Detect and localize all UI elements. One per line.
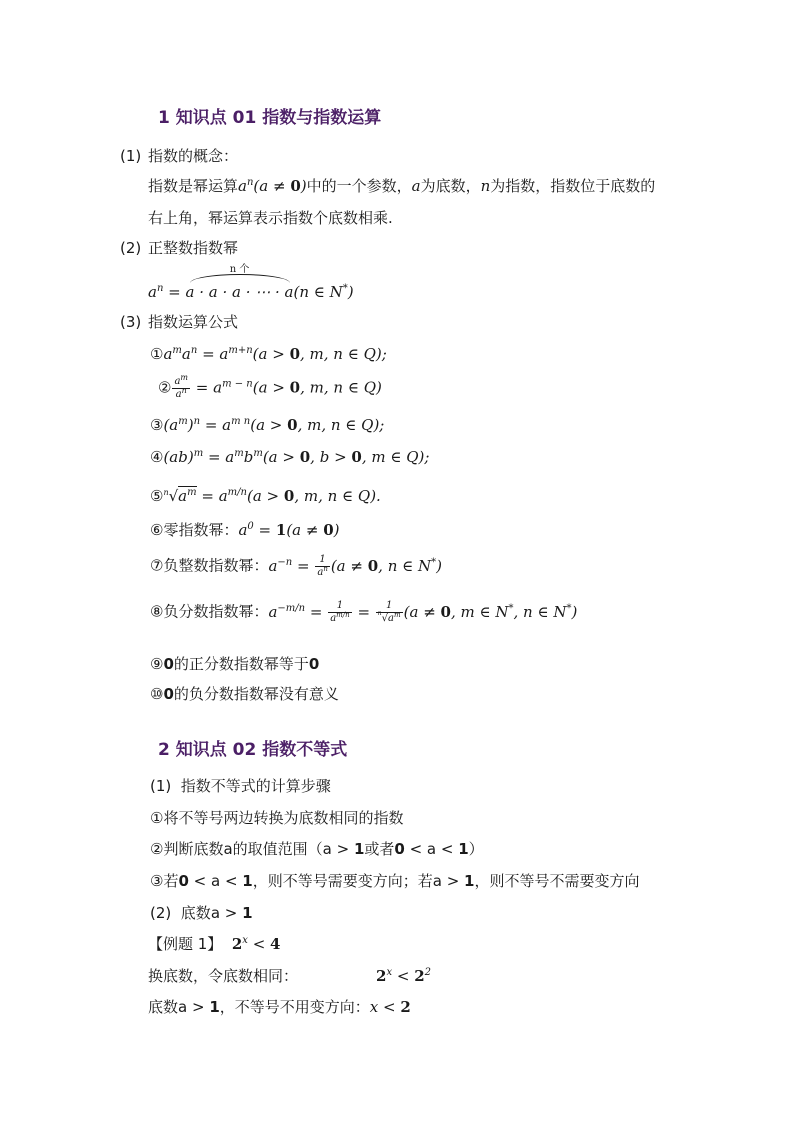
example-1: 【例题 1】 $2^x < 4$ — [148, 935, 281, 953]
s2-item-1: (1) 指数不等式的计算步骤 — [150, 777, 331, 795]
concept-line-1: 指数是幂运算$a^n(a \ne 0)$中的一个参数，a为底数，n为指数，指数位于底数的 — [148, 177, 656, 195]
rule-1: $①a^ma^n = a^{m+n}(a > 0$, m, n ∈ Q); — [150, 345, 387, 363]
item-2-title: 正整数指数幂 — [148, 239, 239, 257]
item-3-number: (3) — [120, 313, 142, 331]
rule-5: $⑤^n√a^m = a^{m/n}(a > 0$, m, n ∈ Q). — [150, 487, 381, 505]
rule-6: ⑥零指数幂：$a^0 = 1(a \ne 0)$ — [150, 521, 340, 539]
item-2-number: (2) — [120, 239, 142, 257]
section-2-heading: 2 知识点 02 指数不等式 — [158, 740, 348, 760]
item-1-number: (1) — [120, 147, 142, 165]
concept-line-2: 右上角，幂运算表示指数个底数相乘. — [148, 209, 393, 227]
positive-integer-power-formula: $a^n$ = n 个 a · a · a · ⋯ · a(n ∈ N*) — [148, 264, 354, 301]
s2-item-2: (2) 底数a > 1 — [150, 904, 253, 922]
rule-9: ⑨0的正分数指数幂等于0 — [150, 655, 320, 673]
example-line-3: 底数a > 1，不等号不用变方向：x < 2 — [148, 998, 411, 1016]
step-1: ①将不等号两边转换为底数相同的指数 — [150, 809, 404, 827]
item-3-title: 指数运算公式 — [148, 313, 239, 331]
example-line-2: 换底数，令底数相同： — [148, 967, 299, 985]
example-line-2-math: $2^x < 2^2$ — [376, 967, 431, 985]
step-3: ③若0 < a < 1，则不等号需要变方向；若a > 1，则不等号不需要变方向 — [150, 872, 640, 890]
item-1-title: 指数的概念： — [148, 147, 239, 165]
rule-8: ⑧负分数指数幂：$a^{-m/n}$ = $\frac{1}{a^{m/n}}$ = $\frac{1}{^n√a^m}$ (a ≠ 0, m ∈ N*, n ∈ N*) — [150, 600, 578, 624]
power-expression: $a^n(a \ne 0)$ — [238, 177, 307, 195]
rule-10: ⑩0的负分数指数幂没有意义 — [150, 685, 339, 703]
section-1-heading: 1 知识点 01 指数与指数运算 — [158, 108, 382, 128]
rule-3: $③(a^m)^n = a^{m n}(a > 0$, m, n ∈ Q); — [150, 416, 385, 434]
rule-4: ④(ab)$^m$ = $a^mb^m(a > 0$, b > 0, m ∈ Q); — [150, 448, 430, 466]
rule-7: ⑦负整数指数幂：$a^{-n}$ = $\frac{1}{a^n}$ (a ≠ 0, n ∈ N*) — [150, 554, 442, 578]
step-2: ②判断底数a的取值范围（a > 1或者0 < a < 1） — [150, 840, 484, 858]
rule-2: ② $\frac{a^m}{a^n}$ = $a^{m - n}(a > 0$, m, n ∈ Q) — [158, 373, 382, 400]
